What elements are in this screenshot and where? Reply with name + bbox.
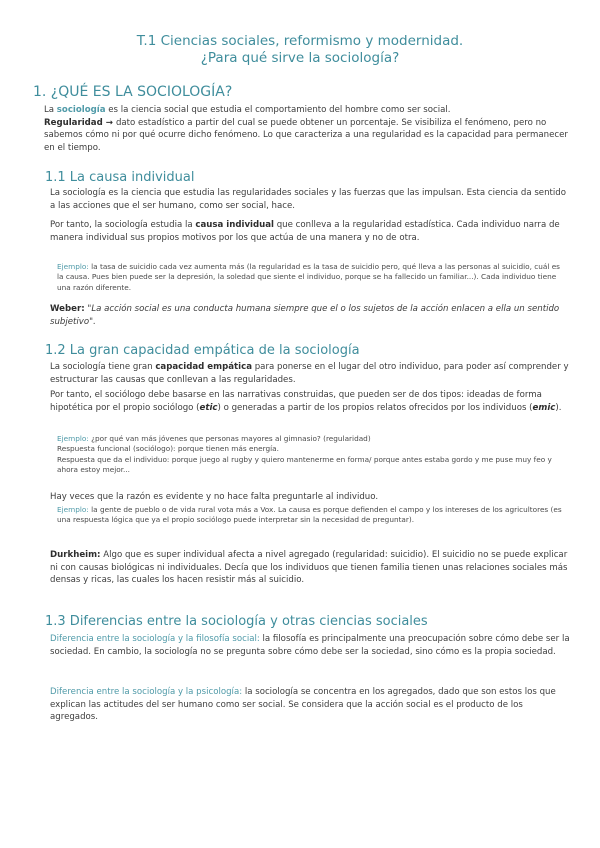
term-causa-individual: causa individual [195, 220, 274, 230]
section-1-1-paragraph-2: Por tanto, la sociología estudia la causa individual que conlleva a la regularidad estadística. Cada individuo narra de manera individual sus propios motivos por los que actúa de una manera y no de otra. [50, 220, 560, 243]
section-1-1-paragraph-1: La sociología es la ciencia que estudia las regularidades sociales y las fuerzas que las impulsan. Esta ciencia da sentido a las acciones que el ser humano, como ser social, hace. [50, 188, 567, 211]
example-label: Ejemplo: [57, 505, 89, 514]
term-etic: etic [199, 402, 218, 413]
section-1-paragraph: La sociología es la ciencia social que estudia el comportamiento del hombre como ser social. Regularidad → dato estadístico a partir del cual se puede obtener un porcentaje. Se visibiliza el fenómeno, pero no sabemos cómo ni por qué ocurre dicho fenómeno. Lo que caracteriza a una regularidad es la capacidad para permanecer en el tiempo. [44, 105, 568, 153]
section-1-2-paragraph-3: Hay veces que la razón es evidente y no hace falta preguntarle al individuo. [50, 492, 379, 502]
section-1-2-example-1: Ejemplo: ¿por qué van más jóvenes que personas mayores al gimnasio? (regularidad) Respuesta funcional (sociólogo): porque tienen más energía. Respuesta que da el individuo: porque juego al rugby y quiero mantenerme en forma/ porque antes estaba gordo y me puse muy feo y ahora estoy mejor... [57, 434, 552, 474]
filosofia-label: Diferencia entre la sociología y la filosofía social: [50, 634, 260, 644]
weber-label: Weber: [50, 304, 85, 314]
term-capacidad-empatica: capacidad empática [155, 362, 252, 372]
section-1-3-paragraph-1: Diferencia entre la sociología y la filosofía social: la filosofía es principalmente una preocupación sobre cómo debe ser la sociedad. En cambio, la sociología no se pregunta sobre cómo debe ser la sociedad, sino cómo es la propia sociedad. [50, 634, 570, 657]
section-1-2-paragraph-2: Por tanto, el sociólogo debe basarse en las narrativas construidas, que pueden ser de dos tipos: ideadas de forma hipotética por el propio sociólogo (etic) o generadas a partir de los propios relatos ofrecidos por los individuos (emic). [50, 390, 562, 413]
term-emic: emic [532, 402, 556, 413]
section-1-2-heading: 1.2 La gran capacidad empática de la sociología [45, 343, 360, 358]
section-1-2-paragraph-1: La sociología tiene gran capacidad empática para ponerse en el lugar del otro individuo, para poder así comprender y estructurar las causas que conllevan a las regularidades. [50, 362, 569, 385]
title-line-2: ¿Para qué sirve la sociología? [200, 50, 400, 66]
section-1-3-paragraph-2: Diferencia entre la sociología y la psicología: la sociología se concentra en los agregados, dado que son estos los que explican las actitudes del ser humano como ser social. Se considera que la acción social es el producto de los agregados. [50, 687, 556, 722]
durkheim-label: Durkheim: [50, 550, 101, 560]
term-sociologia: sociología [56, 105, 106, 115]
section-1-3-heading: 1.3 Diferencias entre la sociología y otras ciencias sociales [45, 614, 428, 629]
section-1-2-example-2: Ejemplo: la gente de pueblo o de vida rural vota más a Vox. La causa es porque defienden el campo y los intereses de los agricultores (es una respuesta lógica que ya el propio sociólogo puede interpretar sin la necesidad de preguntar). [57, 505, 562, 525]
durkheim-paragraph: Durkheim: Algo que es super individual afecta a nivel agregado (regularidad: suicidio). El suicidio no se puede explicar ni con causas biológicas ni individuales. Decía que los individuos que tienen familia tienen unas relaciones sociales más densas y ricas, las cuales los hacen resistir más al suicidio. [50, 550, 568, 585]
weber-quote: Weber: "La acción social es una conducta humana siempre que el o los sujetos de la acción enlacen a ella un sentido subjetivo". [50, 304, 560, 327]
term-regularidad: Regularidad [44, 117, 103, 128]
psicologia-label: Diferencia entre la sociología y la psicología: [50, 687, 243, 697]
title-line-1: T.1 Ciencias sociales, reformismo y modernidad. [136, 33, 464, 49]
section-1-heading: 1. ¿QUÉ ES LA SOCIOLOGÍA? [33, 84, 233, 100]
arrow-symbol: → [102, 117, 116, 128]
section-1-1-example: Ejemplo: la tasa de suicidio cada vez aumenta más (la regularidad es la tasa de suicidio pero, qué lleva a las personas al suicidio, cuál es la causa. Pues bien puede ser la depresión, la soledad que siente el individuo, porque se ha fallecido un familiar...). Cada individuo tiene una razón diferente. [57, 262, 560, 292]
example-label: Ejemplo: [57, 434, 89, 443]
section-1-1-heading: 1.1 La causa individual [45, 170, 195, 185]
document-title [0, 33, 600, 67]
example-label: Ejemplo: [57, 262, 89, 271]
